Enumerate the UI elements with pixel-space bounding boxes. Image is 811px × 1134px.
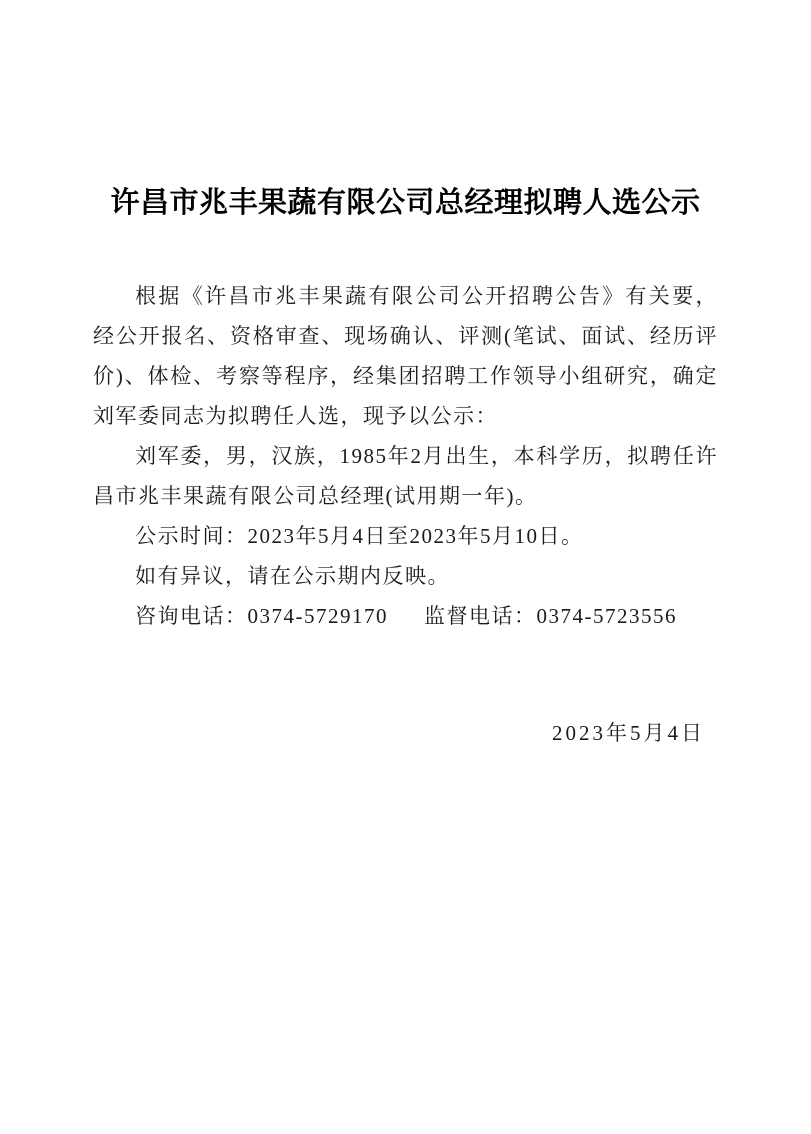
supervise-phone-text: 监督电话：0374-5723556	[424, 604, 677, 628]
paragraph-publicity-period: 公示时间：2023年5月4日至2023年5月10日。	[135, 524, 584, 548]
document-body	[93, 276, 718, 636]
paragraph-intro: 根据《许昌市兆丰果蔬有限公司公开招聘公告》有关要，经公开报名、资格审查、现场确认、评测(笔试、面试、经历评价)、体检、考察等程序，经集团招聘工作领导小组研究，确定刘军委同志为拟聘任人选，现予以公示：	[93, 284, 718, 428]
consult-phone-text: 咨询电话：0374-5729170	[135, 604, 388, 628]
paragraph-contact-phones	[93, 596, 718, 636]
document-title: 许昌市兆丰果蔬有限公司总经理拟聘人选公示	[110, 187, 701, 219]
signature-date: 2023年5月4日	[552, 721, 705, 745]
paragraph-candidate-info: 刘军委，男，汉族，1985年2月出生，本科学历，拟聘任许昌市兆丰果蔬有限公司总经理(试用期一年)。	[93, 444, 718, 508]
paragraph-objection-notice: 如有异议，请在公示期内反映。	[135, 564, 450, 588]
